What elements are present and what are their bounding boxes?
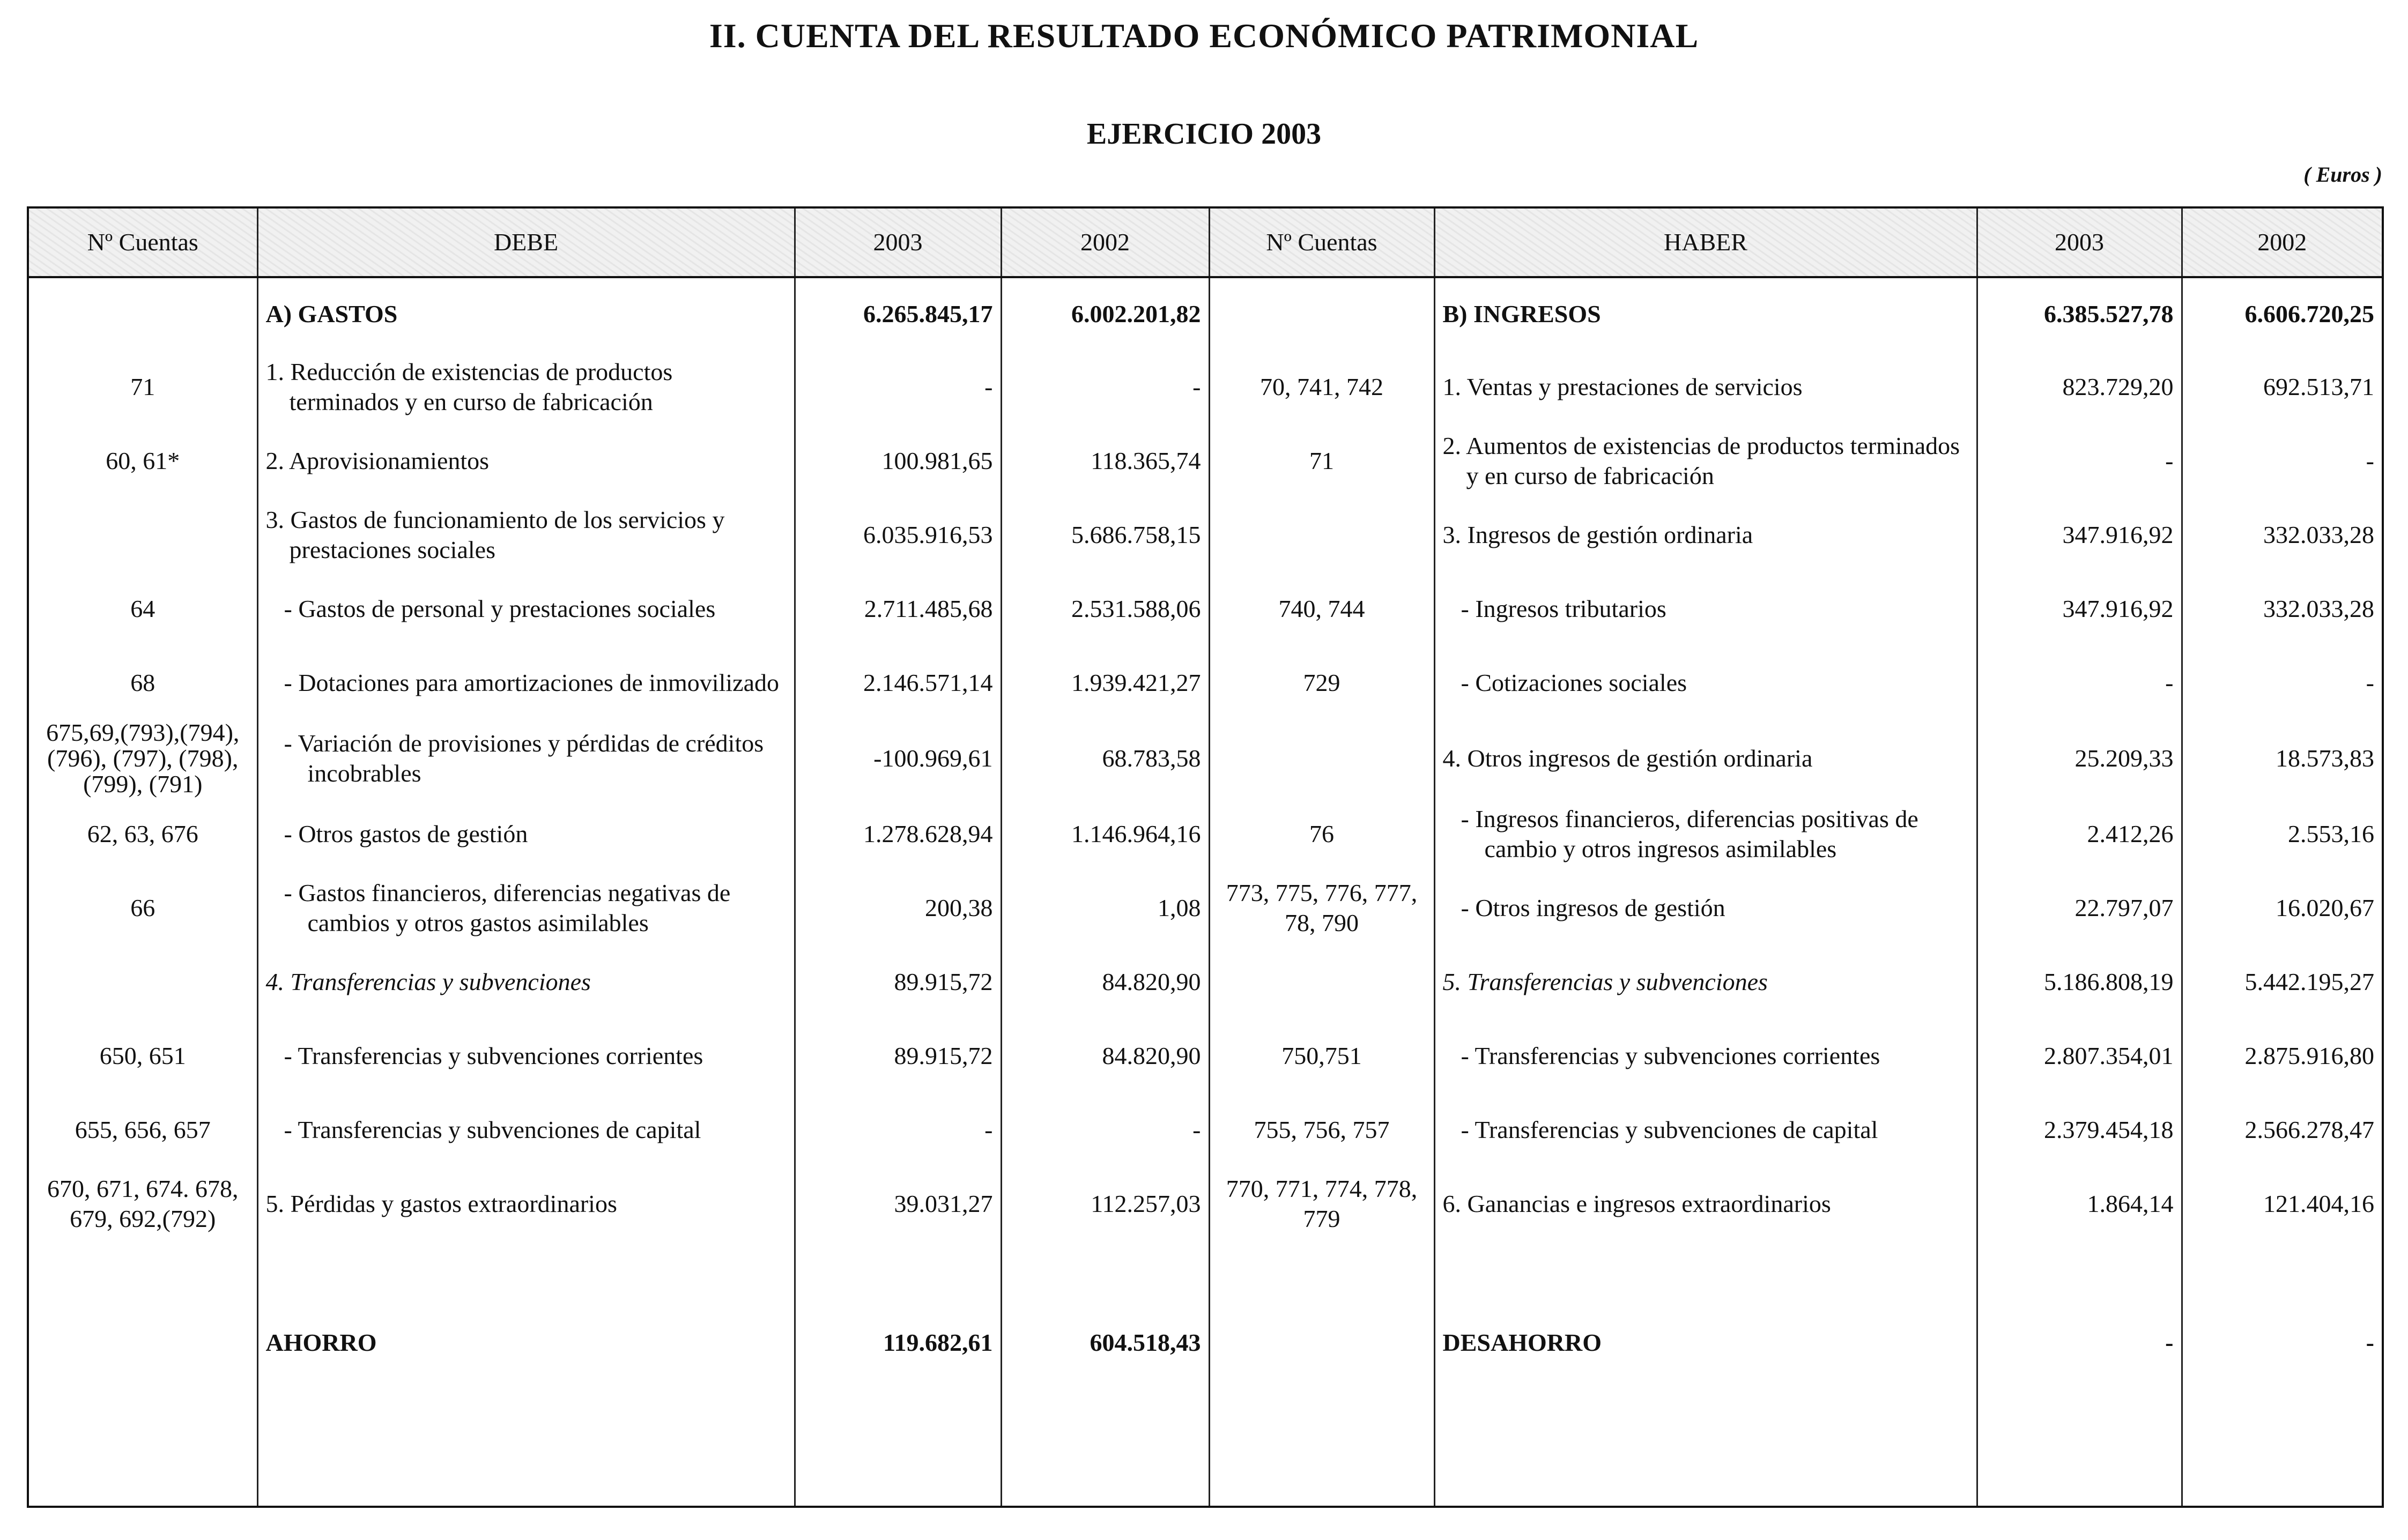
cuentas-right: 71 (1209, 424, 1434, 498)
haber-label: - Transferencias y subvenciones de capital (1434, 1093, 1977, 1167)
cuentas-left: 66 (28, 871, 257, 945)
haber-label (1434, 797, 1977, 871)
debe-label: A) GASTOS (257, 277, 795, 350)
debe-label: - Gastos de personal y prestaciones sociales (257, 572, 795, 646)
haber-2003: 1.864,14 (1977, 1167, 2182, 1241)
debe-label (257, 350, 795, 424)
debe-2002: - (1001, 350, 1209, 424)
debe-2002: 118.365,74 (1001, 424, 1209, 498)
debe-2002: 68.783,58 (1001, 720, 1209, 797)
haber-label: 1. Ventas y prestaciones de servicios (1434, 350, 1977, 424)
haber-label: - Ingresos tributarios (1434, 572, 1977, 646)
cuentas-right (1209, 1300, 1434, 1386)
debe-label: - Transferencias y subvenciones corrientes (257, 1019, 795, 1093)
debe-label-text: 3. Gastos de funcionamiento de los servicios y prestaciones sociales (265, 506, 725, 563)
debe-2002: 112.257,03 (1001, 1167, 1209, 1241)
cuentas-left: 60, 61* (28, 424, 257, 498)
debe-label (257, 871, 795, 945)
cuentas-right: 750,751 (1209, 1019, 1434, 1093)
report-title: II. CUENTA DEL RESULTADO ECONÓMICO PATRIMONIAL (709, 17, 1699, 55)
haber-2003: 2.807.354,01 (1977, 1019, 2182, 1093)
cuentas-right (1209, 277, 1434, 350)
debe-label (257, 498, 795, 572)
haber-label: - Otros ingresos de gestión (1434, 871, 1977, 945)
debe-2003: 89.915,72 (795, 1019, 1001, 1093)
header-cuentas-right: Nº Cuentas (1209, 207, 1434, 277)
haber-2002: 5.442.195,27 (2182, 945, 2383, 1019)
debe-2002: 2.531.588,06 (1001, 572, 1209, 646)
cuentas-right (1209, 498, 1434, 572)
cuentas-right: 76 (1209, 797, 1434, 871)
cuentas-right: 770, 771, 774, 778, 779 (1209, 1167, 1434, 1241)
spacer-row (28, 1241, 2383, 1300)
debe-2003: 1.278.628,94 (795, 797, 1001, 871)
table-row (28, 572, 2383, 646)
debe-2002: 6.002.201,82 (1001, 277, 1209, 350)
currency-units: ( Euros ) (2303, 162, 2382, 187)
haber-2002: 2.553,16 (2182, 797, 2383, 871)
table-row (28, 945, 2383, 1019)
cuentas-left: 68 (28, 646, 257, 720)
fiscal-year-heading: EJERCICIO 2003 (1086, 117, 1322, 151)
haber-label: 3. Ingresos de gestión ordinaria (1434, 498, 1977, 572)
debe-2003: 89.915,72 (795, 945, 1001, 1019)
debe-label-text: - Variación de provisiones y pérdidas de créditos incobrables (284, 730, 764, 787)
results-table (27, 206, 2384, 1508)
header-cuentas-left: Nº Cuentas (28, 207, 257, 277)
debe-2003: - (795, 350, 1001, 424)
haber-2002: 332.033,28 (2182, 498, 2383, 572)
debe-2003: - (795, 1093, 1001, 1167)
debe-label: 2. Aprovisionamientos (257, 424, 795, 498)
table-row (28, 1019, 2383, 1093)
table-row (28, 350, 2383, 424)
haber-2002: 692.513,71 (2182, 350, 2383, 424)
haber-label: B) INGRESOS (1434, 277, 1977, 350)
debe-label-text: - Gastos financieros, diferencias negativas de cambios y otros gastos asimilables (284, 879, 731, 936)
table-row (28, 646, 2383, 720)
cuentas-left (28, 1300, 257, 1386)
cuentas-left (28, 277, 257, 350)
haber-label: 4. Otros ingresos de gestión ordinaria (1434, 720, 1977, 797)
header-2002-right: 2002 (2182, 207, 2383, 277)
cuentas-right (1209, 720, 1434, 797)
header-2002-left: 2002 (1001, 207, 1209, 277)
debe-2003: 2.146.571,14 (795, 646, 1001, 720)
haber-label-text: 2. Aumentos de existencias de productos terminados y en curso de fabricación (1442, 432, 1960, 489)
cuentas-right (1209, 945, 1434, 1019)
debe-2003: 200,38 (795, 871, 1001, 945)
haber-2003: 6.385.527,78 (1977, 277, 2182, 350)
debe-2003: 119.682,61 (795, 1300, 1001, 1386)
haber-label: 5. Transferencias y subvenciones (1434, 945, 1977, 1019)
haber-2002: - (2182, 646, 2383, 720)
debe-2002: 1.939.421,27 (1001, 646, 1209, 720)
haber-2003: 347.916,92 (1977, 572, 2182, 646)
debe-label: AHORRO (257, 1300, 795, 1386)
cuentas-left: 670, 671, 674. 678, 679, 692,(792) (28, 1167, 257, 1241)
cuentas-left: 675,69,(793),(794), (796), (797), (798), (799), (791) (28, 720, 257, 797)
haber-2003: 25.209,33 (1977, 720, 2182, 797)
debe-label-text: 1. Reducción de existencias de productos terminados y en curso de fabricación (265, 358, 673, 415)
debe-label (257, 646, 795, 720)
haber-2003: 5.186.808,19 (1977, 945, 2182, 1019)
header-haber: HABER (1434, 207, 1977, 277)
table-row (28, 797, 2383, 871)
haber-2002: 332.033,28 (2182, 572, 2383, 646)
haber-2002: 2.566.278,47 (2182, 1093, 2383, 1167)
debe-2003: 2.711.485,68 (795, 572, 1001, 646)
debe-2002: 84.820,90 (1001, 945, 1209, 1019)
cuentas-left (28, 498, 257, 572)
haber-2002: 2.875.916,80 (2182, 1019, 2383, 1093)
debe-2002: 604.518,43 (1001, 1300, 1209, 1386)
table-row (28, 424, 2383, 498)
cuentas-right: 740, 744 (1209, 572, 1434, 646)
spacer-row (28, 1386, 2383, 1507)
haber-label (1434, 424, 1977, 498)
haber-label: 6. Ganancias e ingresos extraordinarios (1434, 1167, 1977, 1241)
haber-2002: - (2182, 1300, 2383, 1386)
header-2003-right: 2003 (1977, 207, 2182, 277)
debe-2002: 84.820,90 (1001, 1019, 1209, 1093)
haber-2003: - (1977, 424, 2182, 498)
table-row (28, 1093, 2383, 1167)
haber-label: - Cotizaciones sociales (1434, 646, 1977, 720)
cuentas-left: 71 (28, 350, 257, 424)
table-row (28, 277, 2383, 350)
debe-2003: 6.265.845,17 (795, 277, 1001, 350)
table-row (28, 498, 2383, 572)
cuentas-left (28, 945, 257, 1019)
table-row (28, 720, 2383, 797)
haber-2003: 2.379.454,18 (1977, 1093, 2182, 1167)
debe-label: - Otros gastos de gestión (257, 797, 795, 871)
haber-2003: - (1977, 1300, 2182, 1386)
debe-2002: - (1001, 1093, 1209, 1167)
cuentas-right: 773, 775, 776, 777, 78, 790 (1209, 871, 1434, 945)
haber-2002: 16.020,67 (2182, 871, 2383, 945)
haber-2003: 2.412,26 (1977, 797, 2182, 871)
cuentas-left: 64 (28, 572, 257, 646)
cuentas-right: 70, 741, 742 (1209, 350, 1434, 424)
debe-label-text: - Dotaciones para amortizaciones de inmovilizado (284, 669, 779, 696)
table-row (28, 1300, 2383, 1386)
debe-2002: 1,08 (1001, 871, 1209, 945)
debe-2002: 5.686.758,15 (1001, 498, 1209, 572)
table-header-row (28, 207, 2383, 277)
haber-label: - Transferencias y subvenciones corrientes (1434, 1019, 1977, 1093)
debe-2003: 100.981,65 (795, 424, 1001, 498)
debe-label: - Transferencias y subvenciones de capital (257, 1093, 795, 1167)
cuentas-left: 62, 63, 676 (28, 797, 257, 871)
debe-label (257, 720, 795, 797)
debe-2003: 6.035.916,53 (795, 498, 1001, 572)
haber-2003: 22.797,07 (1977, 871, 2182, 945)
header-2003-left: 2003 (795, 207, 1001, 277)
haber-label: DESAHORRO (1434, 1300, 1977, 1386)
cuentas-right: 729 (1209, 646, 1434, 720)
haber-2002: 18.573,83 (2182, 720, 2383, 797)
header-debe: DEBE (257, 207, 795, 277)
cuentas-right: 755, 756, 757 (1209, 1093, 1434, 1167)
haber-label-text: - Ingresos financieros, diferencias positivas de cambio y otros ingresos asimilables (1461, 805, 1918, 862)
table-row (28, 1167, 2383, 1241)
debe-label: 5. Pérdidas y gastos extraordinarios (257, 1167, 795, 1241)
cuentas-left: 650, 651 (28, 1019, 257, 1093)
debe-2003: -100.969,61 (795, 720, 1001, 797)
debe-label: 4. Transferencias y subvenciones (257, 945, 795, 1019)
debe-2003: 39.031,27 (795, 1167, 1001, 1241)
cuentas-left: 655, 656, 657 (28, 1093, 257, 1167)
haber-2003: 347.916,92 (1977, 498, 2182, 572)
haber-2003: 823.729,20 (1977, 350, 2182, 424)
haber-2003: - (1977, 646, 2182, 720)
haber-2002: 121.404,16 (2182, 1167, 2383, 1241)
haber-2002: 6.606.720,25 (2182, 277, 2383, 350)
debe-2002: 1.146.964,16 (1001, 797, 1209, 871)
table-row (28, 871, 2383, 945)
haber-2002: - (2182, 424, 2383, 498)
